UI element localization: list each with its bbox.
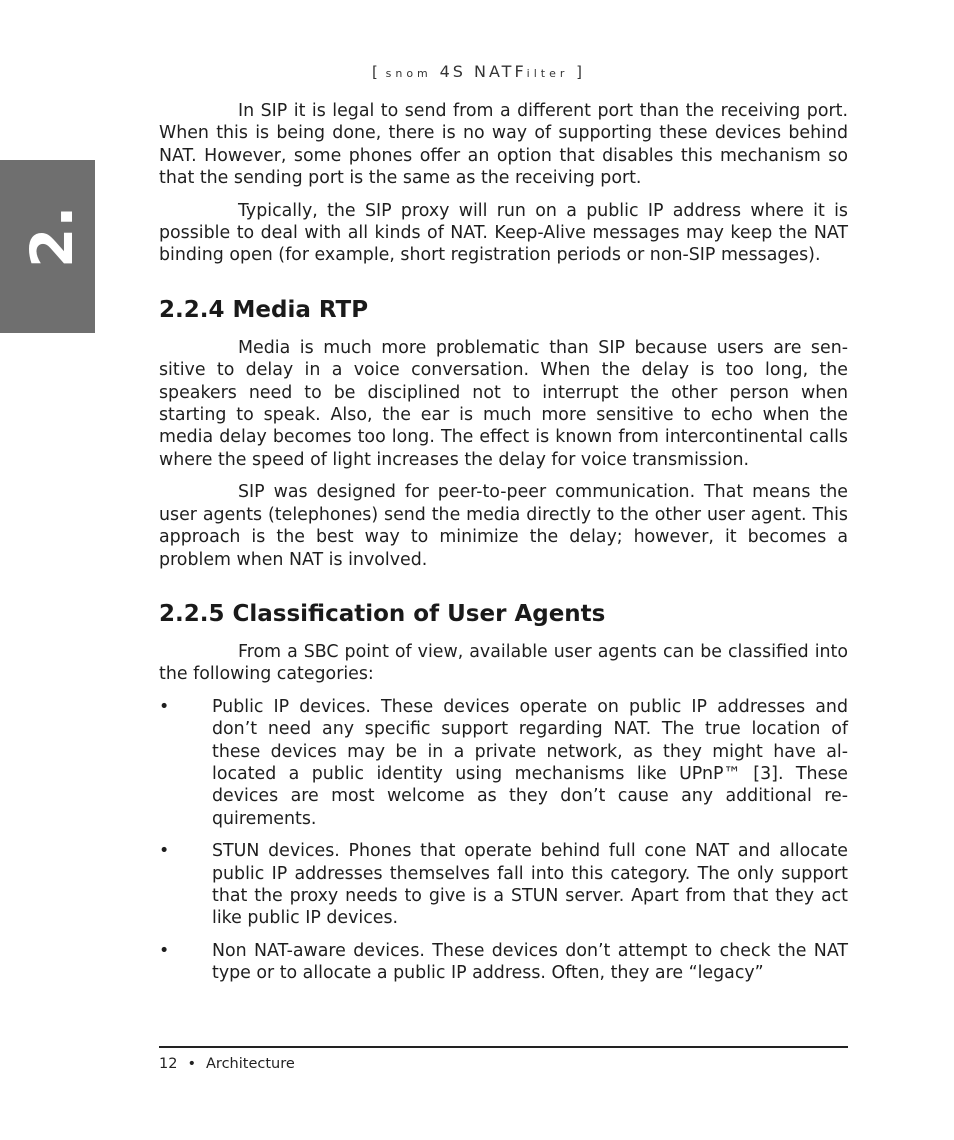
header-close-bracket: ] [576, 63, 582, 81]
chapter-tab [0, 160, 95, 333]
bullet-icon: • [159, 841, 170, 862]
section-number: 2.2.4 [159, 296, 225, 323]
list-item [159, 696, 848, 830]
header-product: 4S NAT [439, 62, 515, 81]
section-number: 2.2.5 [159, 600, 225, 627]
classification-intro: From a SBC point of view, available user agents can be classified into the following categories: [159, 641, 848, 685]
user-agent-category-list [159, 696, 848, 985]
list-item-text: Non NAT-aware devices. These devices don’t attempt to check the NAT type or to allocate a public IP address. Often, they are “legacy” [212, 940, 848, 984]
header-brand: snom [385, 67, 432, 80]
section-title: Classification of User Agents [232, 600, 606, 627]
list-item-text: STUN devices. Phones that operate behind full cone NAT and allocate public IP addresses themselves fall into this category. The only support that the proxy needs to give is a STUN server. Apart from that they act like public IP devices. [212, 841, 848, 929]
chapter-number: 2. [18, 205, 86, 268]
running-header [0, 62, 954, 81]
footer-section-name: Architecture [206, 1056, 295, 1072]
page-footer [159, 1056, 295, 1072]
list-item-text: Public IP devices. These devices operate on public IP addresses and don’t need any specific support regarding NAT. The true location of these devices may be in a private network, as they might have allocated a public identity using mechanisms like UPnP™ [3]. These devices are most welcome as they don’t cause any additional requirements. [212, 696, 848, 829]
media-rtp-paragraph-2: SIP was designed for peer-to-peer communication. That means the user agents (telephones) send the media directly to the other user agent. This approach is the best way to minimize the delay; however, it becomes a problem when NAT is involved. [159, 482, 848, 570]
media-rtp-paragraph-1: Media is much more problematic than SIP because users are sensitive to delay in a voice conversation. When the delay is too long, the speakers need to be disciplined not to interrupt the other person when starting to speak. Also, the ear is much more sensitive to echo when the media delay becomes too long. The effect is known from intercontinental calls where the speed of light increases the delay for voice transmission. [159, 337, 848, 470]
page-number: 12 [159, 1056, 178, 1072]
intro-paragraph-2: Typically, the SIP proxy will run on a public IP address where it is possible to deal with all kinds of NAT. Keep-Alive messages may keep the NAT binding open (for example, short registration periods or non-SIP messages). [159, 200, 848, 266]
footer-divider [159, 1046, 848, 1048]
footer-separator: • [187, 1056, 197, 1072]
bullet-icon: • [159, 696, 170, 717]
header-filter-initial: F [514, 62, 527, 81]
section-title: Media RTP [232, 296, 369, 323]
bullet-icon: • [159, 940, 170, 961]
section-heading-classification [159, 600, 848, 628]
page-content [159, 100, 848, 995]
section-heading-media-rtp [159, 296, 848, 324]
intro-paragraph-1: In SIP it is legal to send from a different port than the receiving port. When this is being done, there is no way of supporting these devices behind NAT. However, some phones offer an option that disables this mechanism so that the sending port is the same as the receiving port. [159, 101, 848, 189]
list-item [159, 840, 848, 930]
header-filter-rest: ilter [526, 67, 569, 80]
list-item [159, 940, 848, 985]
header-open-bracket: [ [371, 63, 378, 81]
